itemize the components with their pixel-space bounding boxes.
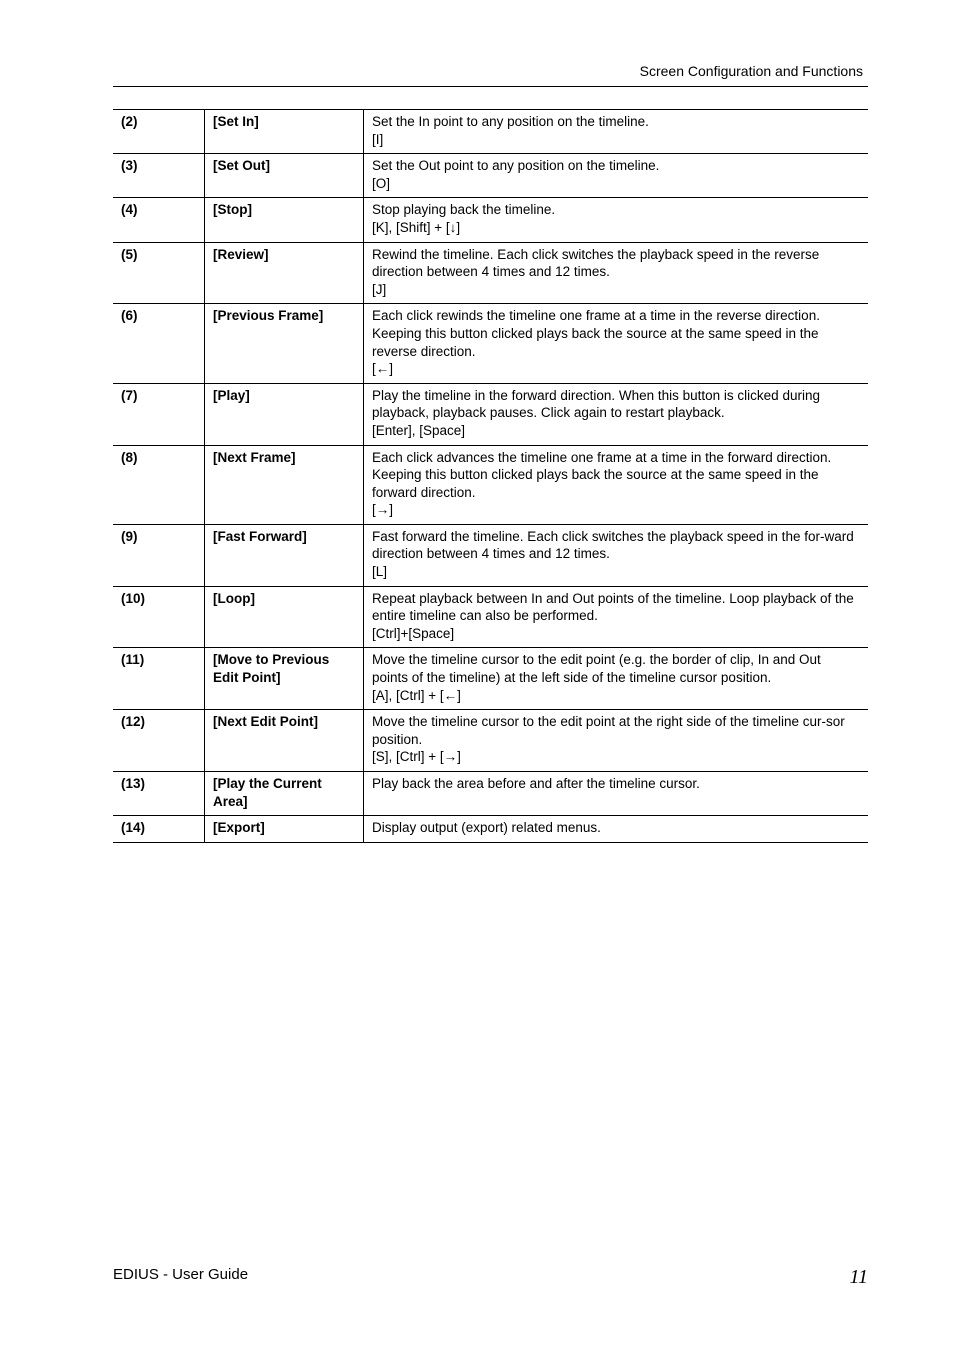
description-text: Play the timeline in the forward direction. When this button is clicked during playback, playback pauses. Click again to restart playback. bbox=[372, 387, 820, 421]
description-text: Set the Out point to any position on the timeline. bbox=[372, 158, 660, 174]
keyboard-shortcut: [K], [Shift] + [↓] bbox=[372, 219, 461, 235]
button-name: [Move to Previous Edit Point] bbox=[205, 648, 364, 710]
row-number: (12) bbox=[113, 710, 205, 772]
row-number: (10) bbox=[113, 586, 205, 648]
description-text: Repeat playback between In and Out points of the timeline. Loop playback of the entire timeline can also be performed. bbox=[372, 590, 854, 624]
function-table bbox=[113, 109, 868, 843]
row-number: (13) bbox=[113, 772, 205, 816]
button-name: [Loop] bbox=[205, 586, 364, 648]
table-row bbox=[113, 383, 868, 445]
row-number: (5) bbox=[113, 242, 205, 304]
table-row bbox=[113, 445, 868, 524]
description-cell bbox=[364, 242, 869, 304]
row-number: (4) bbox=[113, 198, 205, 242]
button-name: [Set In] bbox=[205, 110, 364, 154]
table-row bbox=[113, 772, 868, 816]
description-cell bbox=[364, 445, 869, 524]
description-cell bbox=[364, 383, 869, 445]
keyboard-shortcut: [Enter], [Space] bbox=[372, 422, 466, 438]
function-table-body bbox=[113, 110, 868, 843]
keyboard-shortcut: [A], [Ctrl] + [←] bbox=[372, 687, 461, 703]
button-name: [Fast Forward] bbox=[205, 524, 364, 586]
description-text: Play back the area before and after the timeline cursor. bbox=[372, 776, 700, 791]
button-name: [Previous Frame] bbox=[205, 304, 364, 383]
page-number: 11 bbox=[849, 1266, 868, 1288]
button-name: [Set Out] bbox=[205, 154, 364, 198]
button-name: [Review] bbox=[205, 242, 364, 304]
row-number: (3) bbox=[113, 154, 205, 198]
description-text: Display output (export) related menus. bbox=[372, 820, 601, 836]
description-cell bbox=[364, 816, 869, 843]
table-row bbox=[113, 110, 868, 154]
table-row bbox=[113, 648, 868, 710]
description-cell bbox=[364, 648, 869, 710]
table-row bbox=[113, 816, 868, 843]
description-cell bbox=[364, 586, 869, 648]
table-row bbox=[113, 304, 868, 383]
description-cell bbox=[364, 524, 869, 586]
row-number: (8) bbox=[113, 445, 205, 524]
description-cell bbox=[364, 154, 869, 198]
table-row bbox=[113, 586, 868, 648]
description-cell bbox=[364, 110, 869, 154]
row-number: (14) bbox=[113, 816, 205, 843]
keyboard-shortcut: [Ctrl]+[Space] bbox=[372, 625, 455, 641]
button-name: [Next Edit Point] bbox=[205, 710, 364, 772]
description-cell bbox=[364, 772, 869, 816]
keyboard-shortcut: [→] bbox=[372, 502, 394, 518]
keyboard-shortcut: [L] bbox=[372, 564, 388, 580]
description-text: Each click advances the timeline one frame at a time in the forward direction. Keeping this button clicked plays back the source at the same speed in the forward direction. bbox=[372, 449, 832, 500]
keyboard-shortcut: [O] bbox=[372, 175, 391, 191]
table-row bbox=[113, 242, 868, 304]
table-row bbox=[113, 524, 868, 586]
description-text: Stop playing back the timeline. bbox=[372, 202, 556, 218]
description-cell bbox=[364, 198, 869, 242]
row-number: (2) bbox=[113, 110, 205, 154]
description-cell bbox=[364, 304, 869, 383]
button-name: [Export] bbox=[205, 816, 364, 843]
keyboard-shortcut: [S], [Ctrl] + [→] bbox=[372, 749, 461, 765]
page-header-title: Screen Configuration and Functions bbox=[639, 63, 863, 79]
table-row bbox=[113, 154, 868, 198]
table-row bbox=[113, 710, 868, 772]
description-cell bbox=[364, 710, 869, 772]
row-number: (6) bbox=[113, 304, 205, 383]
header-divider bbox=[113, 86, 868, 87]
description-text: Rewind the timeline. Each click switches the playback speed in the reverse direction between 4 times and 12 times. bbox=[372, 246, 820, 280]
description-text: Move the timeline cursor to the edit point at the right side of the timeline cur-sor position. bbox=[372, 714, 845, 747]
button-name: [Play the Current Area] bbox=[205, 772, 364, 816]
row-number: (11) bbox=[113, 648, 205, 710]
keyboard-shortcut: [J] bbox=[372, 281, 387, 297]
row-number: (9) bbox=[113, 524, 205, 586]
button-name: [Stop] bbox=[205, 198, 364, 242]
description-text: Each click rewinds the timeline one frame at a time in the reverse direction. Keeping this button clicked plays back the source at the same speed in the reverse direction. bbox=[372, 308, 820, 359]
button-name: [Play] bbox=[205, 383, 364, 445]
footer-guide-title: EDIUS - User Guide bbox=[113, 1266, 249, 1283]
description-text: Fast forward the timeline. Each click switches the playback speed in the for-ward direction between 4 times and 12 times. bbox=[372, 528, 854, 562]
table-row bbox=[113, 198, 868, 242]
keyboard-shortcut: [←] bbox=[372, 361, 394, 377]
row-number: (7) bbox=[113, 383, 205, 445]
keyboard-shortcut: [I] bbox=[372, 131, 384, 147]
description-text: Set the In point to any position on the timeline. bbox=[372, 114, 649, 129]
description-text: Move the timeline cursor to the edit point (e.g. the border of clip, In and Out points of the timeline) at the left side of the timeline cursor position. bbox=[372, 652, 821, 686]
button-name: [Next Frame] bbox=[205, 445, 364, 524]
